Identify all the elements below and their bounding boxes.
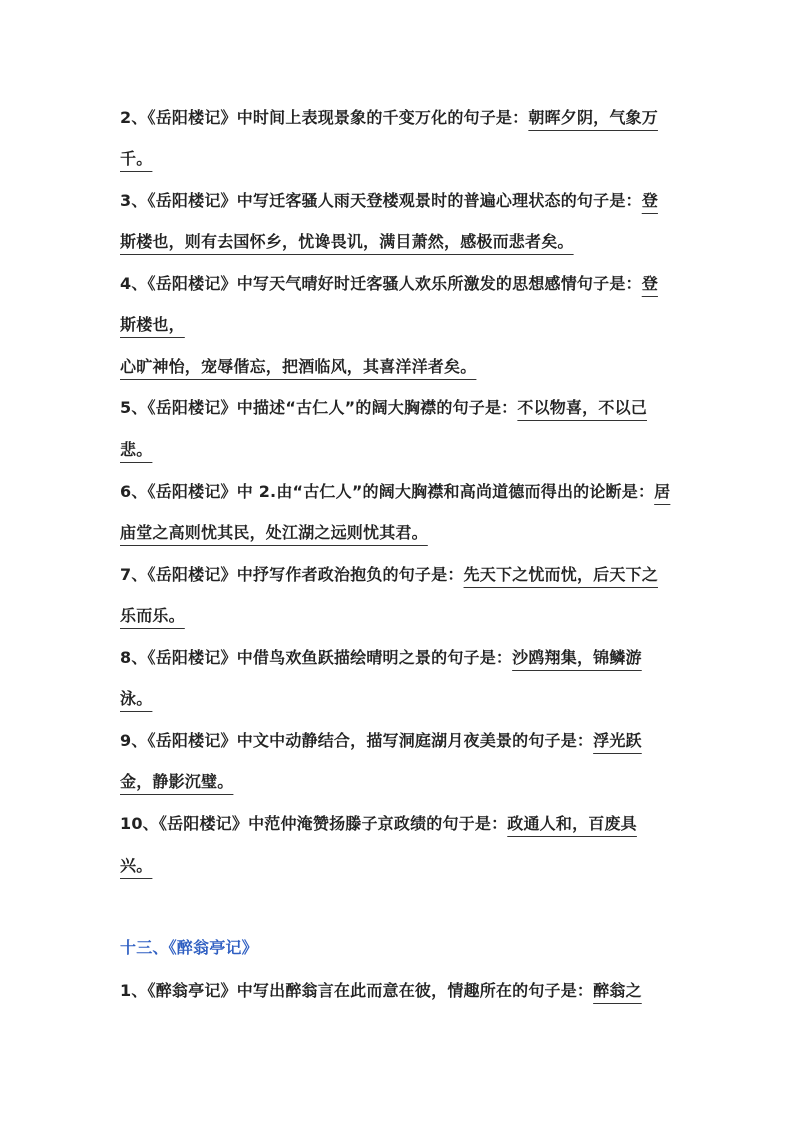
answer-line: [120, 231, 680, 253]
question-line: [120, 481, 680, 503]
question-line: [120, 980, 680, 1002]
answer-line: [120, 356, 680, 378]
answer-text: 居: [654, 482, 671, 501]
answer-line: [120, 855, 680, 877]
answer-text: 醉翁之: [593, 981, 642, 1000]
answer-text: 心旷神怡，宠辱偕忘，把酒临风，其喜洋洋者矣。: [120, 357, 477, 376]
answer-text: 登: [641, 191, 658, 210]
question-line: [120, 397, 680, 419]
question-line: [120, 107, 680, 129]
answer-text: 千。: [120, 149, 153, 168]
question-line: [120, 647, 680, 669]
question-text: 8、《岳阳楼记》中借鸟欢鱼跃描绘晴明之景的句子是：: [120, 648, 513, 667]
question-text: 4、《岳阳楼记》中写天气晴好时迁客骚人欢乐所激发的思想感情句子是：: [120, 274, 642, 293]
answer-line: [120, 605, 680, 627]
question-text: 6、《岳阳楼记》中 2.由“古仁人”的阔大胸襟和高尚道德而得出的论断是：: [120, 482, 655, 501]
answer-text: 乐而乐。: [120, 606, 185, 625]
answer-line: [120, 522, 680, 544]
question-line: [120, 730, 680, 752]
answer-line: [120, 439, 680, 461]
answer-text: 泳。: [120, 689, 153, 708]
question-text: 9、《岳阳楼记》中文中动静结合，描写洞庭湖月夜美景的句子是：: [120, 731, 594, 750]
answer-text: 不以物喜，不以己: [517, 398, 647, 417]
answer-text: 庙堂之高则忧其民，处江湖之远则忧其君。: [120, 523, 428, 542]
question-line: [120, 190, 680, 212]
section-heading: 十三、《醉翁亭记》: [120, 938, 258, 957]
answer-text: 斯楼也，则有去国怀乡，忧谗畏讥，满目萧然，感极而悲者矣。: [120, 232, 574, 251]
answer-text: 先天下之忧而忧，后天下之: [463, 565, 658, 584]
answer-text: 朝晖夕阴，气象万: [528, 108, 658, 127]
question-line: [120, 273, 680, 295]
question-text: 7、《岳阳楼记》中抒写作者政治抱负的句子是：: [120, 565, 464, 584]
question-text: 5、《岳阳楼记》中描述“古仁人”的阔大胸襟的句子是：: [120, 398, 518, 417]
question-text: 1、《醉翁亭记》中写出醉翁言在此而意在彼，情趣所在的句子是：: [120, 981, 594, 1000]
answer-text: 登: [641, 274, 658, 293]
question-text: 10、《岳阳楼记》中范仲淹赞扬滕子京政绩的句于是：: [120, 814, 508, 833]
question-text: 2、《岳阳楼记》中时间上表现景象的千变万化的句子是：: [120, 108, 529, 127]
answer-line: [120, 314, 680, 336]
answer-text: 斯楼也，: [120, 315, 185, 334]
question-line: [120, 564, 680, 586]
answer-text: 金，静影沉璧。: [120, 772, 234, 791]
answer-line: [120, 771, 680, 793]
question-line: [120, 813, 680, 835]
answer-line: [120, 148, 680, 170]
answer-text: 兴。: [120, 856, 153, 875]
question-text: 3、《岳阳楼记》中写迁客骚人雨天登楼观景时的普遍心理状态的句子是：: [120, 191, 642, 210]
answer-text: 政通人和，百废具: [507, 814, 637, 833]
answer-line: [120, 688, 680, 710]
answer-text: 浮光跃: [593, 731, 642, 750]
answer-text: 沙鸥翔集，锦鳞游: [512, 648, 642, 667]
answer-text: 悲。: [120, 440, 153, 459]
